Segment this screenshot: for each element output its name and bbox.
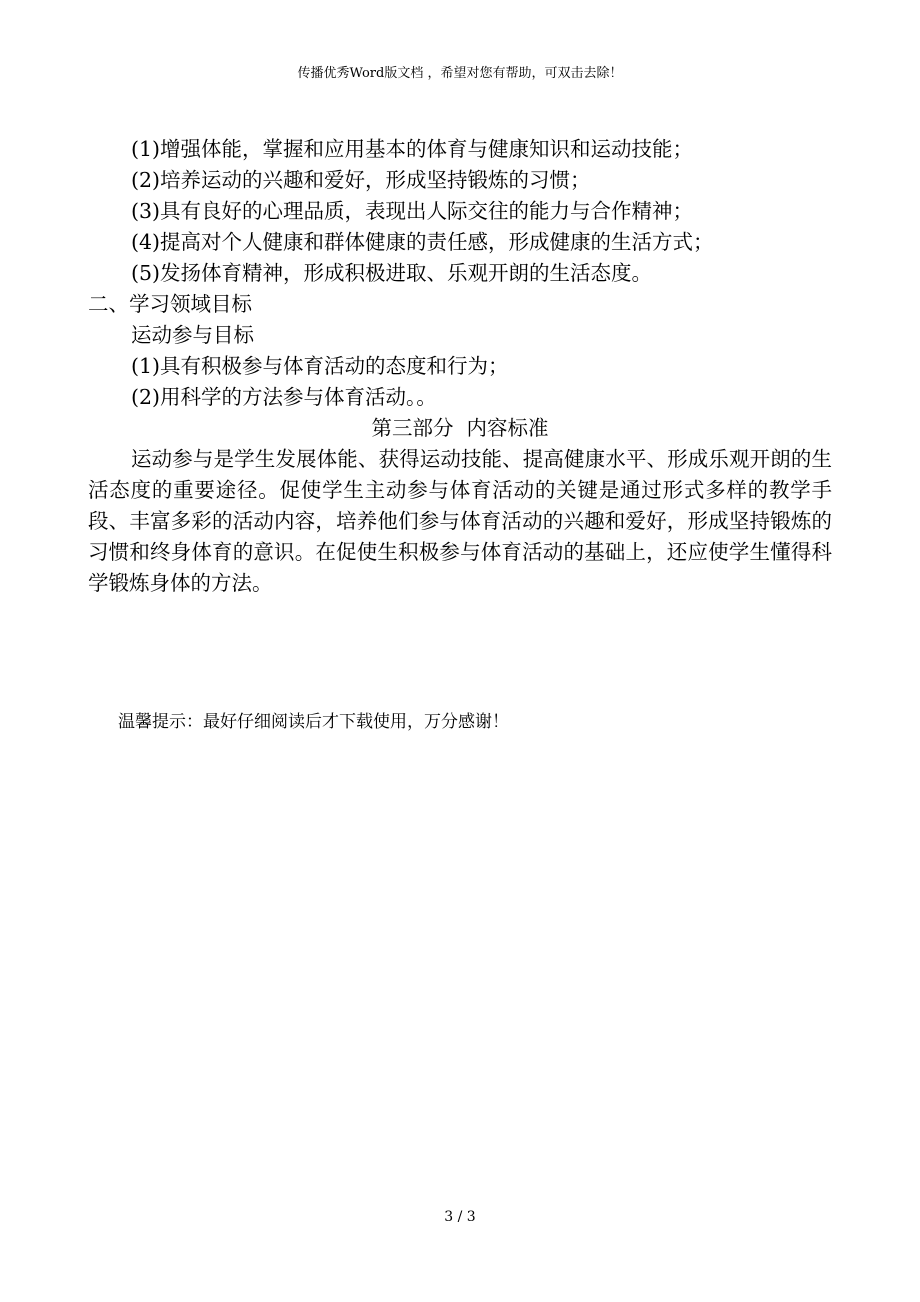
subsection-heading: 运动参与目标 <box>131 323 254 347</box>
document-body <box>88 134 832 599</box>
section-two-heading: 二、学习领域目标 <box>88 292 252 316</box>
goal-item-4: (4)提高对个人健康和群体健康的责任感，形成健康的生活方式； <box>131 230 714 254</box>
page-number: 3 / 3 <box>444 1209 476 1225</box>
part-three-heading: 第三部分 内容标准 <box>371 416 549 440</box>
header-note: 传播优秀Word版文档 ，希望对您有帮助，可双击去除！ <box>297 66 623 81</box>
body-paragraph: 运动参与是学生发展体能、获得运动技能、提高健康水平、形成乐观开朗的生活态度的重要途径。促使学生主动参与体育活动的关键是通过形式多样的教学手段、丰富多彩的活动内容，培养他们参与体育活动的兴趣和爱好，形成坚持锻炼的习惯和终身体育的意识。在促使生积极参与体育活动的基础上，还应使学生懂得科学锻炼身体的方法。 <box>88 447 832 595</box>
goal-item-2: (2)培养运动的兴趣和爱好，形成坚持锻炼的习惯； <box>131 168 591 192</box>
goal-item-1: (1)增强体能，掌握和应用基本的体育与健康知识和运动技能； <box>131 137 694 161</box>
participation-goal-2: (2)用科学的方法参与体育活动。。 <box>131 385 437 409</box>
download-tip: 温馨提示：最好仔细阅读后才下载使用，万分感谢！ <box>118 712 509 732</box>
goal-item-3: (3)具有良好的心理品质，表现出人际交往的能力与合作精神； <box>131 199 694 223</box>
participation-goal-1: (1)具有积极参与体育活动的态度和行为； <box>131 354 509 378</box>
goal-item-5: (5)发扬体育精神，形成积极进取、乐观开朗的生活态度。 <box>131 261 653 285</box>
